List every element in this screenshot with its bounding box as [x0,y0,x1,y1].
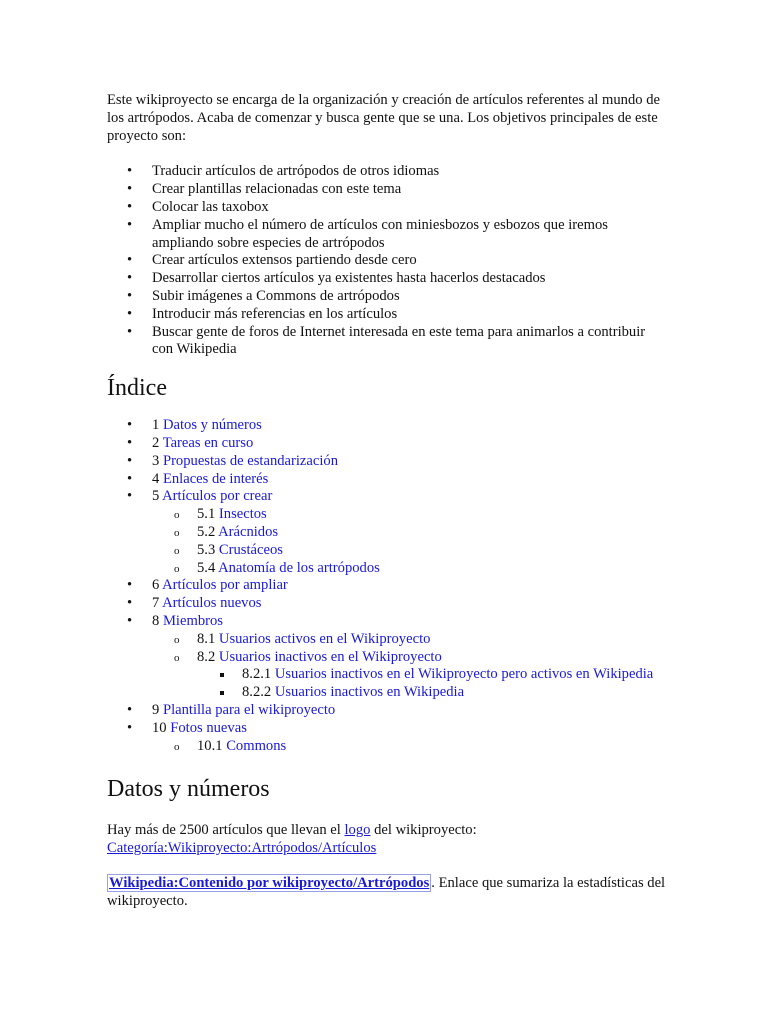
list-item: • Introducir más referencias en los artículos [107,306,667,324]
toc-link-fotos-nuevas[interactable]: Fotos nuevas [170,719,247,736]
toc-subitem: o 8.1 Usuarios activos en el Wikiproyecto [152,631,667,649]
toc-link-anatomia[interactable]: Anatomía de los artrópodos [218,559,380,576]
table-of-contents [107,417,667,755]
toc-link-usuarios-inactivos[interactable]: Usuarios inactivos en el Wikiproyecto [218,648,442,665]
intro-paragraph: Este wikiproyecto se encarga de la organización y creación de artículos referentes al mundo de los artrópodos. Acaba de comenzar y busca gente que se una. Los objetivos principales de este proyecto son: [107,92,660,144]
toc-number: 8 [152,612,160,629]
toc-link-articulos-nuevos[interactable]: Artículos nuevos [162,595,262,612]
toc-number: 7 [152,595,160,612]
document-page [107,92,667,910]
toc-subitem: o 5.2 Arácnidos [152,524,667,542]
toc-number: 9 [152,701,160,718]
stats-paragraph: Wikipedia:Contenido por wikiproyecto/Artrópodos . Enlace que sumariza la estadísticas del wikiproyecto. [107,874,666,909]
list-item: • Subir imágenes a Commons de artrópodos [107,288,667,306]
toc-heading: Índice [107,375,167,402]
toc-link-propuestas[interactable]: Propuestas de estandarización [162,452,339,469]
toc-number: 3 [152,452,160,469]
toc-subitem: o 8.2 Usuarios inactivos en el Wikiproyecto 8.2.1 Usuarios inactivos en el Wikiproyecto pero activos en Wikipedia 8.2.2 Usuarios inactivos en Wikipedia [152,649,667,702]
list-item: • Colocar las taxobox [107,199,667,217]
objectives-list [107,163,667,359]
toc-link-articulos-por-ampliar[interactable]: Artículos por ampliar [162,577,288,594]
toc-link-commons[interactable]: Commons [226,737,287,754]
toc-link-crustaceos[interactable]: Crustáceos [218,541,283,558]
toc-item [107,595,667,613]
category-link[interactable]: Categoría:Wikiproyecto:Artrópodos/Artículos [107,840,377,857]
toc-number: 6 [152,577,160,594]
toc-item [107,488,667,577]
toc-link-tareas[interactable]: Tareas en curso [162,434,254,451]
toc-sublist [152,631,667,702]
toc-link-datos[interactable]: Datos y números [162,417,262,434]
toc-subitem: o 5.4 Anatomía de los artrópodos [152,560,667,578]
toc-item [107,471,667,489]
toc-subsublist [197,666,667,702]
toc-subitem: o 5.3 Crustáceos [152,542,667,560]
toc-number: 5 [152,488,160,505]
toc-link-miembros[interactable]: Miembros [162,612,223,629]
toc-number: 10 [152,719,167,736]
toc-number: 2 [152,434,160,451]
toc-item [107,417,667,435]
toc-link-enlaces[interactable]: Enlaces de interés [162,470,269,487]
toc-link-usuarios-activos[interactable]: Usuarios activos en el Wikiproyecto [218,630,431,647]
logo-link[interactable]: logo [344,822,371,839]
list-item: • Desarrollar ciertos artículos ya existentes hasta hacerlos destacados [107,270,667,288]
toc-link-plantilla[interactable]: Plantilla para el wikiproyecto [162,701,336,718]
toc-subitem: o 5.1 Insectos [152,506,667,524]
list-item: • Ampliar mucho el número de artículos con miniesbozos y esbozos que iremos ampliando sobre especies de artrópodos [107,217,667,253]
toc-item [107,453,667,471]
toc-subitem: o 10.1 Commons [152,738,667,756]
list-item: • Crear plantillas relacionadas con este tema [107,181,667,199]
toc-item [107,702,667,720]
toc-subsubitem: 8.2.1 Usuarios inactivos en el Wikiproyecto pero activos en Wikipedia [197,666,667,684]
toc-item [107,435,667,453]
toc-number: 1 [152,417,160,434]
toc-item [107,720,667,756]
toc-number: 4 [152,470,160,487]
toc-item [107,613,667,702]
toc-sublist [152,506,667,577]
toc-sublist [152,738,667,756]
toc-subsubitem: 8.2.2 Usuarios inactivos en Wikipedia [197,684,667,702]
list-item: • Crear artículos extensos partiendo desde cero [107,252,667,270]
list-item: • Traducir artículos de artrópodos de otros idiomas [107,163,667,181]
datos-paragraph: Hay más de 2500 artículos que llevan el logo del wikiproyecto: Categoría:Wikiproyecto:Artrópodos/Artículos [107,822,477,857]
toc-link-articulos-por-crear[interactable]: Artículos por crear [162,488,273,505]
content-by-wikiproject-link[interactable]: Wikipedia:Contenido por wikiproyecto/Artrópodos [109,874,430,891]
toc-item [107,577,667,595]
toc-link-aracnidos[interactable]: Arácnidos [218,523,279,540]
list-item: • Buscar gente de foros de Internet interesada en este tema para animarlos a contribuir con Wikipedia [107,324,667,360]
toc-link-insectos[interactable]: Insectos [218,506,267,523]
toc-link-inactivos-en-wikipedia[interactable]: Usuarios inactivos en Wikipedia [274,684,465,701]
section-heading-datos: Datos y números [107,776,270,803]
toc-link-inactivos-pero-activos[interactable]: Usuarios inactivos en el Wikiproyecto pero activos en Wikipedia [274,666,654,683]
